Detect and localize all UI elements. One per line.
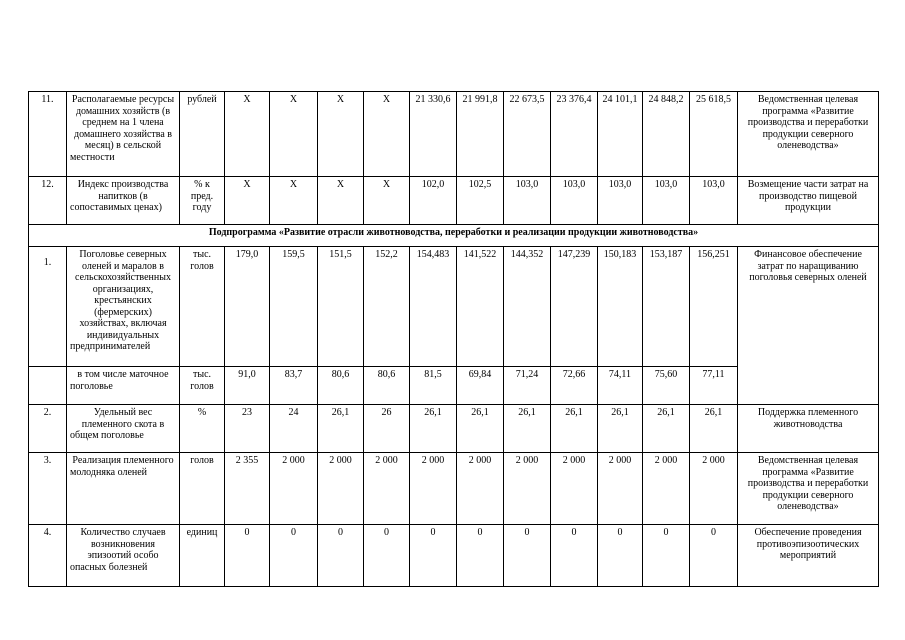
value-cell: 71,24 (504, 367, 551, 405)
note-cell: Поддержка племенного животноводства (738, 405, 879, 453)
value-cell: 23 376,4 (551, 92, 598, 177)
value-cell: 0 (364, 525, 410, 587)
value-cell: 103,0 (643, 177, 690, 225)
value-cell: 0 (643, 525, 690, 587)
table-row (29, 405, 879, 453)
value-cell: 144,352 (504, 247, 551, 367)
value-cell: Х (270, 92, 318, 177)
value-cell: 150,183 (598, 247, 643, 367)
value-cell: 2 000 (690, 453, 738, 525)
value-cell: 2 000 (318, 453, 364, 525)
value-cell: 2 000 (270, 453, 318, 525)
value-cell: 2 000 (410, 453, 457, 525)
value-cell: 0 (318, 525, 364, 587)
note-cell: Обеспечение проведения противоэпизоотических мероприятий (738, 525, 879, 587)
row-number: 11. (29, 92, 67, 177)
row-number (29, 367, 67, 405)
unit: % к пред. году (180, 177, 225, 225)
value-cell: 147,239 (551, 247, 598, 367)
value-cell: 0 (410, 525, 457, 587)
value-cell: 2 355 (225, 453, 270, 525)
value-cell: 103,0 (690, 177, 738, 225)
row-number: 1. (29, 247, 67, 367)
value-cell: 151,5 (318, 247, 364, 367)
value-cell: 103,0 (551, 177, 598, 225)
value-cell: 81,5 (410, 367, 457, 405)
value-cell: 24 (270, 405, 318, 453)
indicator-name (67, 525, 180, 587)
value-cell: 102,0 (410, 177, 457, 225)
indicator-name: в том числе маточное поголовье (67, 367, 180, 405)
value-cell: 25 618,5 (690, 92, 738, 177)
note-cell: Ведомственная целевая программа «Развитие производства и переработки продукции северного оленеводства» (738, 92, 879, 177)
value-cell: 2 000 (457, 453, 504, 525)
value-cell: 0 (457, 525, 504, 587)
value-cell: 26,1 (504, 405, 551, 453)
unit: % (180, 405, 225, 453)
row-number: 3. (29, 453, 67, 525)
value-cell: 80,6 (318, 367, 364, 405)
unit: голов (180, 453, 225, 525)
indicator-text: Количество случаев возникновения эпизоотий особо опасных болезней (70, 527, 166, 573)
value-cell: 159,5 (270, 247, 318, 367)
value-cell: 83,7 (270, 367, 318, 405)
indicator-name: Реализация племенного молодняка оленей (67, 453, 180, 525)
value-cell: 141,522 (457, 247, 504, 367)
unit: единиц (180, 525, 225, 587)
value-cell: Х (318, 92, 364, 177)
value-cell: 2 000 (504, 453, 551, 525)
value-cell: 154,483 (410, 247, 457, 367)
value-cell: 0 (225, 525, 270, 587)
value-cell: 80,6 (364, 367, 410, 405)
row-number: 4. (29, 525, 67, 587)
value-cell: 2 000 (598, 453, 643, 525)
value-cell: 0 (504, 525, 551, 587)
value-cell: 24 101,1 (598, 92, 643, 177)
indicator-name: Располагаемые ресурсы домашних хозяйств (в среднем на 1 члена домашнего хозяйства в месяц) в сельской местности (67, 92, 180, 177)
value-cell: 0 (690, 525, 738, 587)
value-cell: 91,0 (225, 367, 270, 405)
value-cell: 23 (225, 405, 270, 453)
value-cell: 26,1 (690, 405, 738, 453)
value-cell: 26,1 (643, 405, 690, 453)
value-cell: 26,1 (457, 405, 504, 453)
table-row (29, 92, 879, 177)
value-cell: 0 (598, 525, 643, 587)
value-cell: 0 (551, 525, 598, 587)
value-cell: 69,84 (457, 367, 504, 405)
value-cell: 103,0 (598, 177, 643, 225)
value-cell: 2 000 (551, 453, 598, 525)
value-cell: Х (270, 177, 318, 225)
unit: тыс. голов (180, 247, 225, 367)
indicator-name: Индекс производства напитков (в сопоставимых ценах) (67, 177, 180, 225)
value-cell: Х (225, 92, 270, 177)
indicators-table (28, 91, 879, 587)
value-cell: 26 (364, 405, 410, 453)
value-cell: 24 848,2 (643, 92, 690, 177)
value-cell: 77,11 (690, 367, 738, 405)
table-row (29, 177, 879, 225)
value-cell: 21 330,6 (410, 92, 457, 177)
value-cell: 156,251 (690, 247, 738, 367)
row-number: 12. (29, 177, 67, 225)
value-cell: 2 000 (643, 453, 690, 525)
indicator-name: Поголовье северных оленей и маралов в сельскохозяйственных организациях, крестьянских (фермерских) хозяйствах, включая индивидуальных предпринимателей (67, 247, 180, 367)
value-cell: 26,1 (598, 405, 643, 453)
indicator-name: Удельный вес племенного скота в общем поголовье (67, 405, 180, 453)
row-number: 2. (29, 405, 67, 453)
note-cell: Возмещение части затрат на производство пищевой продукции (738, 177, 879, 225)
value-cell: 75,60 (643, 367, 690, 405)
value-cell: 22 673,5 (504, 92, 551, 177)
value-cell: 179,0 (225, 247, 270, 367)
value-cell: 102,5 (457, 177, 504, 225)
value-cell: Х (364, 177, 410, 225)
value-cell: 26,1 (410, 405, 457, 453)
value-cell: 26,1 (318, 405, 364, 453)
value-cell: 152,2 (364, 247, 410, 367)
subprogram-title: Подпрограмма «Развитие отрасли животноводства, переработки и реализации продукции животноводства» (29, 225, 879, 247)
value-cell: 21 991,8 (457, 92, 504, 177)
unit: тыс. голов (180, 367, 225, 405)
value-cell: Х (364, 92, 410, 177)
value-cell: 0 (270, 525, 318, 587)
value-cell: Х (225, 177, 270, 225)
note-cell: Финансовое обеспечение затрат по наращиванию поголовья северных оленей (738, 247, 879, 405)
value-cell: 153,187 (643, 247, 690, 367)
value-cell: 103,0 (504, 177, 551, 225)
value-cell: 72,66 (551, 367, 598, 405)
table-row (29, 453, 879, 525)
value-cell: 74,11 (598, 367, 643, 405)
value-cell: 26,1 (551, 405, 598, 453)
subprogram-row (29, 225, 879, 247)
value-cell: 2 000 (364, 453, 410, 525)
note-cell: Ведомственная целевая программа «Развитие производства и переработки продукции северного оленеводства» (738, 453, 879, 525)
unit: рублей (180, 92, 225, 177)
table-row (29, 525, 879, 587)
document-sheet (28, 91, 878, 587)
table-row (29, 247, 879, 367)
value-cell: Х (318, 177, 364, 225)
